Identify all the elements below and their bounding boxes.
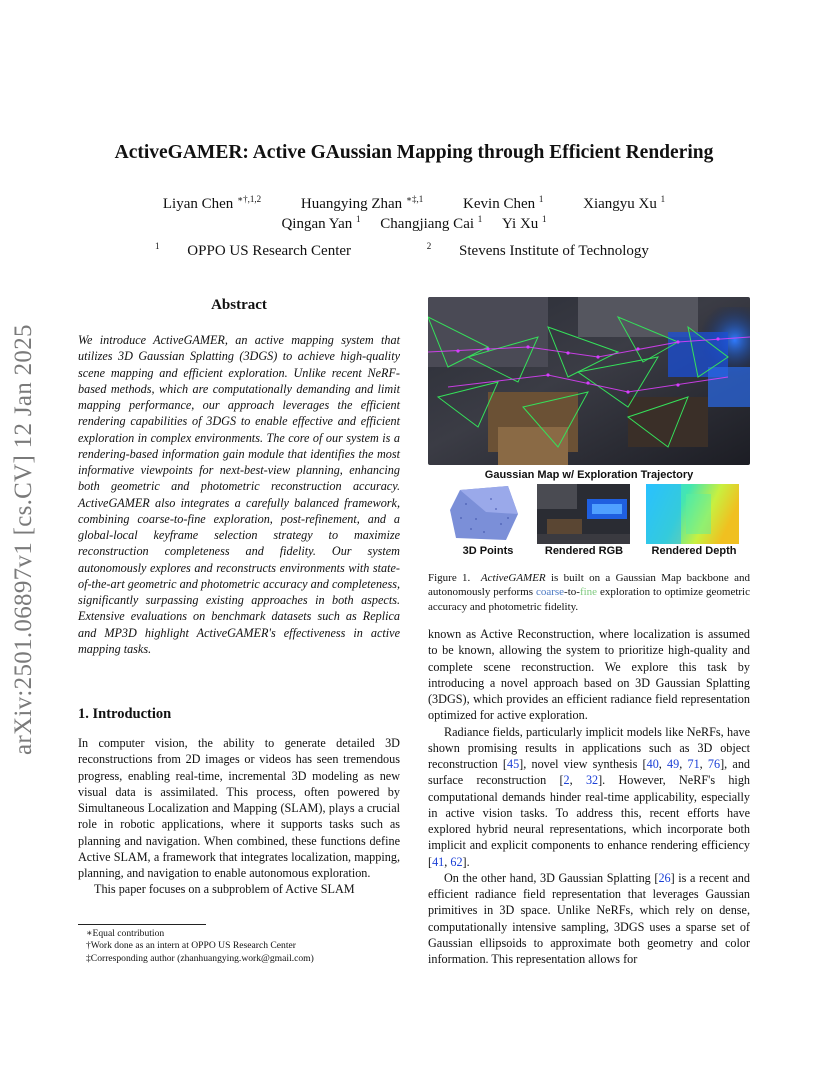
author: Xiangyu Xu $^1$ (583, 194, 666, 212)
thumb-label-rendered-rgb: Rendered RGB (544, 545, 624, 557)
rendered-rgb-thumbnail (537, 484, 630, 544)
affiliation: $^2$ Stevens Institute of Technology (426, 241, 649, 259)
paragraph: On the other hand, 3D Gaussian Splatting [26] is a recent and efficient radiance field representation that leverages Gaussian primitives in 3D space. Unlike NeRFs, which rely on dense, computationally intensive sampling, 3DGS uses a sparse set of Gaussian ellipsoids to approximate both geometry and color information. This representation allows for (428, 870, 750, 966)
paper-title: ActiveGAMER: Active GAussian Mapping through Efficient Rendering (114, 142, 714, 163)
author: Yi Xu $^1$ (502, 214, 547, 232)
3d-points-thumbnail (446, 484, 524, 544)
author: Liyan Chen $^{∗\dagger,1,2}$ (162, 194, 262, 212)
citation-link[interactable]: 26 (658, 870, 671, 885)
affiliations (0, 241, 828, 260)
authors-line-1 (0, 194, 828, 213)
citation-link[interactable]: 32 (585, 773, 599, 788)
author: Changjiang Cai $^1$ (380, 214, 483, 232)
footnotes (78, 928, 408, 965)
citation-link[interactable]: 49 (667, 757, 680, 771)
citation-link[interactable]: 40 (646, 757, 659, 771)
paragraph: In computer vision, the ability to generate detailed 3D reconstructions from 2D images or videos has seen tremendous progress, enabling real-time, incremental 3D modeling as new visual data is assimilated. This process, often powered by Simultaneous Localization and Mapping (SLAM), plays a crucial role in robotic applications, where it supports tasks such as planning and navigation. When combined, these functions define Active SLAM, a framework that integrates localization, mapping, planning, and navigation to enable autonomous exploration. (78, 736, 400, 880)
section-heading-introduction: 1. Introduction (78, 706, 172, 722)
citation-link[interactable]: 62 (450, 854, 463, 869)
figure-main-label: Gaussian Map w/ Exploration Trajectory (484, 469, 694, 481)
author: Huangying Zhan $^{∗\ddagger,1}$ (300, 194, 424, 212)
footnote: ∗Equal contribution (86, 928, 165, 939)
paragraph: Radiance fields, particularly implicit models like NeRFs, have shown promising results in applications such as 3D object reconstruction [45], novel view synthesis [40, 49, 71, 76], and surface reconstruction [2, 32]. However, NeRF's high computational demands hinder real-time applicability, especially in active vision tasks. To address this, recent efforts have explored hybrid neural representations, which incorporate both implicit and explicit components to enhance rendering efficiency [41, 62]. (428, 724, 751, 869)
rendered-rgb-image (537, 484, 630, 544)
thumb-label-rendered-depth: Rendered Depth (651, 545, 737, 557)
thumb-label-3d-points: 3D Points (462, 545, 514, 557)
citation-link[interactable]: 45 (506, 757, 520, 771)
citation-link[interactable]: 71 (687, 757, 700, 771)
arxiv-identifier-stamp: arXiv:2501.06897v1 [cs.CV] 12 Jan 2025 (10, 324, 37, 755)
rendered-depth-image (646, 484, 739, 544)
abstract-text: We introduce ActiveGAMER, an active mapping system that utilizes 3D Gaussian Splatting (3DGS) to achieve high-quality scene mapping and efficient exploration. Unlike recent NeRF-based methods, which are computationally demanding and limit mapping performance, our approach leverages the efficient rendering capabilities of 3DGS to enable effective and efficient exploration in complex environments. The core of our system is a rendering-based information gain module that identifies the most informative viewpoints for next-best-view planning, enhancing both geometric and photometric reconstruction accuracy. ActiveGAMER also integrates a carefully balanced framework, combining coarse-to-fine exploration, post-refinement, and a global-local keyframe selection strategy to maximize reconstruction completeness and fidelity. Our system autonomously explores and reconstructs environments with state-of-the-art geometric and photometric accuracy and completeness, significantly surpassing existing approaches in both aspects. Extensive evaluations on benchmark datasets such as Replica and MP3D highlight ActiveGAMER's effectiveness in active mapping tasks. (78, 333, 400, 656)
citation-link[interactable]: 41 (432, 854, 445, 869)
author: Kevin Chen $^1$ (463, 194, 544, 212)
abstract-heading: Abstract (211, 297, 267, 313)
author: Qingan Yan $^1$ (281, 214, 361, 232)
gaussian-map-render (428, 297, 750, 465)
citation-link[interactable]: 76 (707, 757, 721, 771)
figure-caption: Figure 1. ActiveGAMER is built on a Gaussian Map backbone and autonomously performs coarse-to-fine exploration to optimize geometric accuracy and photometric fidelity. (428, 572, 751, 613)
paragraph: This paper focuses on a subproblem of Active SLAM (94, 882, 355, 897)
footnote-rule (78, 924, 206, 925)
point-cloud-image (446, 484, 524, 544)
right-column-text (428, 626, 750, 967)
footnote: †Work done as an intern at OPPO US Research Center (86, 940, 296, 952)
introduction-text (78, 735, 400, 898)
gaussian-map-image (428, 297, 750, 465)
citation-link[interactable]: 2 (563, 773, 570, 788)
authors-line-2 (0, 214, 828, 233)
footnote: ‡Corresponding author (zhanhuangying.work@gmail.com) (86, 952, 314, 964)
affiliation: $^1$ OPPO US Research Center (155, 241, 352, 259)
rendered-depth-thumbnail (646, 484, 739, 544)
paragraph: known as Active Reconstruction, where localization is assumed to be known, allowing the system to prioritize high-quality and complete scene reconstruction. We explore this task by introducing a novel approach based on 3D Gaussian Splatting (3DGS), which provides an efficient radiance field representation optimized for active exploration. (428, 627, 750, 723)
